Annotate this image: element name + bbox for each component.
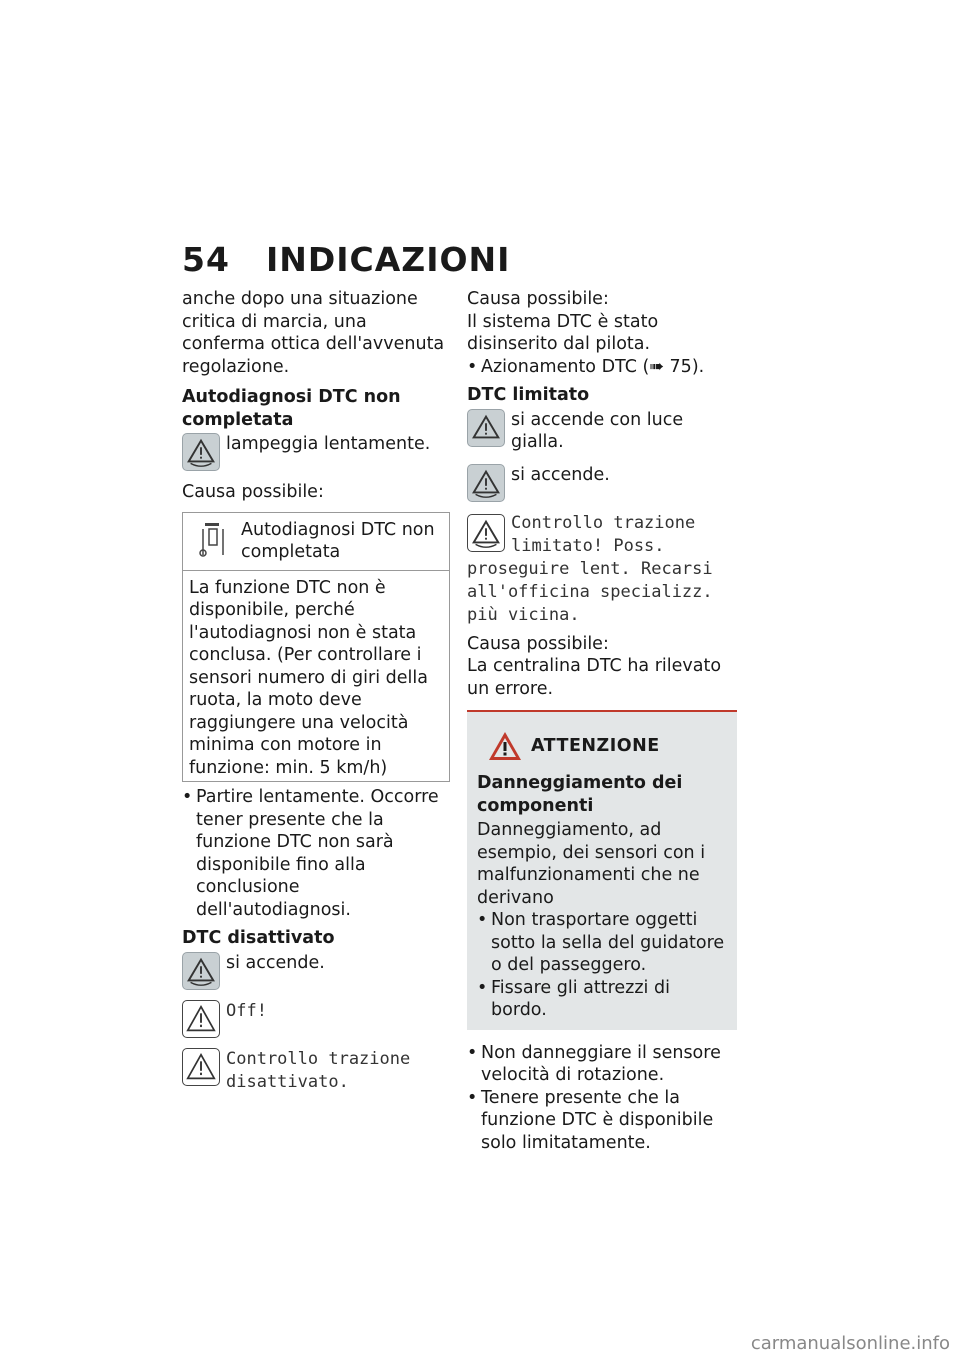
cause-label: Causa possibile: <box>182 482 324 502</box>
left-column <box>182 288 450 1104</box>
display-message: Off! <box>226 1000 267 1021</box>
section-heading-dtc-disattivato: DTC disattivato <box>182 928 335 948</box>
page-number: 54 <box>182 240 230 279</box>
indicator-row <box>467 464 737 502</box>
dtc-warning-icon <box>467 409 505 447</box>
indicator-row <box>182 433 450 471</box>
dtc-warning-icon <box>182 433 220 471</box>
cause-label: Causa possibile: <box>467 289 609 309</box>
cause-text: La centralina DTC ha rilevato un errore. <box>467 656 722 699</box>
intro-text: anche dopo una situazione critica di marcia, una conferma ottica dell'avvenuta regolazione. <box>182 289 445 377</box>
dtc-warning-icon <box>182 952 220 990</box>
page-title: INDICAZIONI <box>265 240 511 279</box>
info-box-title: Autodiagnosi DTC non completata <box>241 519 435 562</box>
list-item: • Partire lentamente. Occorre tener presente che la funzione DTC non sarà disponibile fino alla conclusione dell'autodiagnosi. <box>182 786 450 921</box>
warning-triangle-icon <box>182 1000 220 1038</box>
warning-list <box>477 909 727 1022</box>
warning-box <box>467 710 737 1030</box>
indicator-text: si accende con luce gialla. <box>511 409 684 452</box>
warning-icon <box>487 730 523 762</box>
warning-label: ATTENZIONE <box>531 735 660 756</box>
indicator-text: lampeggia lentamente. <box>226 434 431 454</box>
display-row <box>182 1000 450 1038</box>
warning-header <box>487 730 727 762</box>
display-message: Controllo trazione limitato! Poss. proseguire lent. Recarsi all'officina specializz. più vicina. <box>467 512 713 625</box>
bullet-list <box>467 356 737 379</box>
display-block <box>467 512 737 627</box>
display-row <box>182 1048 450 1094</box>
indicator-text: si accende. <box>511 464 610 485</box>
bullet-list <box>182 786 450 921</box>
dtc-warning-icon <box>467 464 505 502</box>
section-heading-dtc-limitato: DTC limitato <box>467 385 590 405</box>
indicator-row <box>182 952 450 990</box>
diagnosis-icon <box>193 519 233 559</box>
cause-label: Causa possibile: <box>467 633 609 654</box>
right-column <box>467 288 737 1160</box>
info-box-body: La funzione DTC non è disponibile, perché l'autodiagnosi non è stata conclusa. (Per controllare i sensori numero di giri della ruota, la moto deve raggiungere una velocità minima con motore in funzione: min. 5 km/h) <box>189 577 428 778</box>
section-heading-autodiagnosi: Autodiagnosi DTC non completata <box>182 387 401 430</box>
watermark: carmanualsonline.info <box>750 1333 950 1354</box>
info-box-header <box>183 513 449 571</box>
indicator-text: si accende. <box>226 952 325 973</box>
cause-text: Il sistema DTC è stato disinserito dal pilota. <box>467 311 659 354</box>
list-item: • Tenere presente che la funzione DTC è disponibile solo limitatamente. <box>467 1087 737 1155</box>
warning-text: Danneggiamento, ad esempio, dei sensori con i malfunzionamenti che ne derivano <box>477 820 706 908</box>
warning-triangle-icon <box>182 1048 220 1086</box>
bullet-list <box>467 1042 737 1155</box>
indicator-row <box>467 409 737 454</box>
list-item: • Non trasportare oggetti sotto la sella del guidatore o del passeggero. <box>477 909 727 977</box>
list-item: • Fissare gli attrezzi di bordo. <box>477 977 727 1022</box>
display-message: Controllo trazione disattivato. <box>226 1048 411 1092</box>
warning-title: Danneggiamento dei componenti <box>477 773 683 816</box>
dtc-warning-icon <box>467 514 505 552</box>
page-header <box>182 240 510 279</box>
list-item: • Azionamento DTC (➠ 75). <box>467 356 737 379</box>
list-item: • Non danneggiare il sensore velocità di rotazione. <box>467 1042 737 1087</box>
info-box <box>182 512 450 783</box>
